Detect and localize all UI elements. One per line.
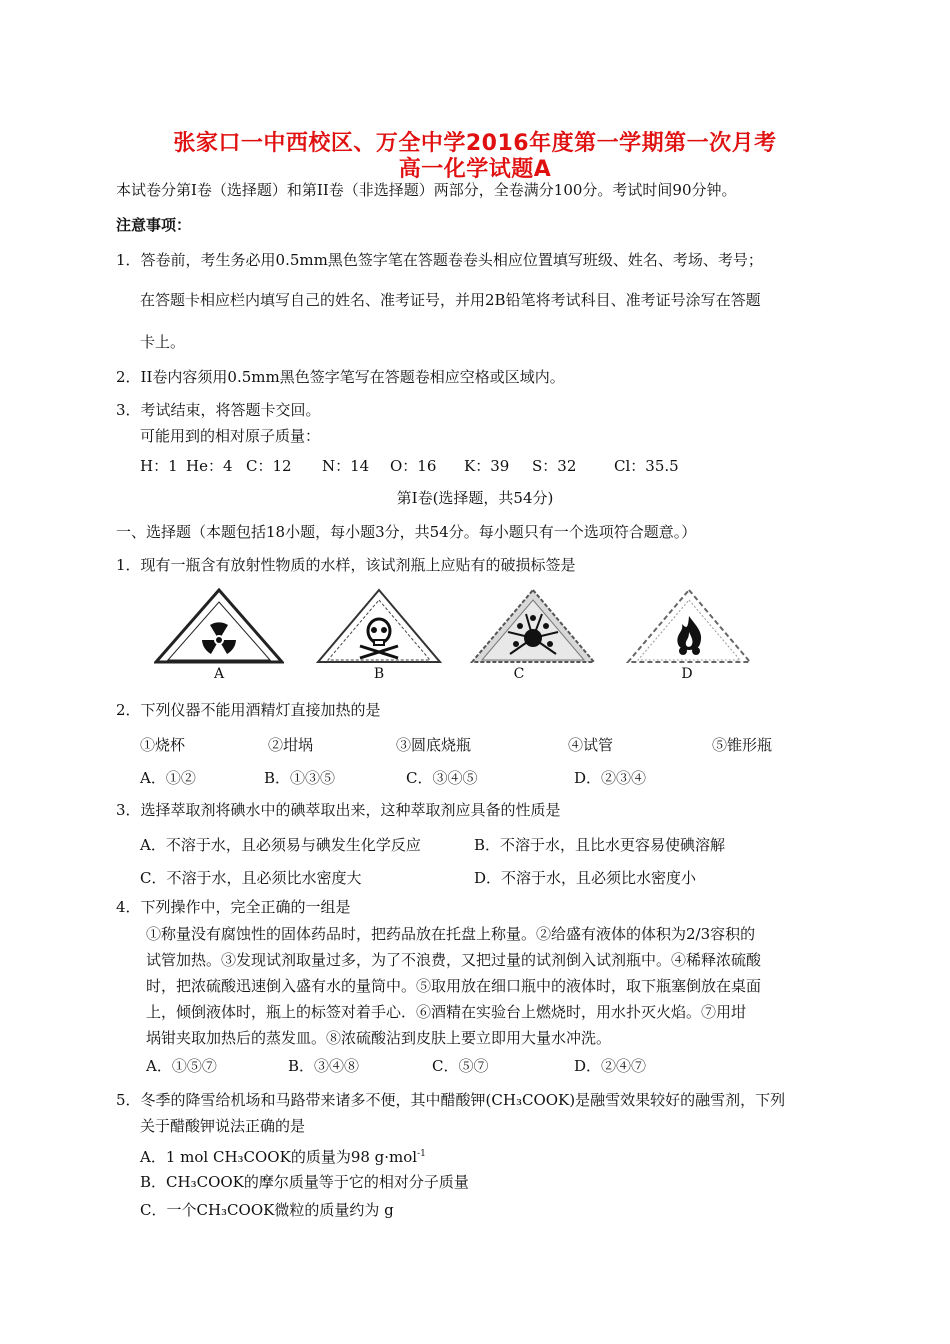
note-item: 3．考试结束，将答题卡交回。 xyxy=(116,401,321,419)
section-title: 第Ⅰ卷(选择题，共54分) xyxy=(396,489,554,507)
q2-option: C．③④⑤ xyxy=(406,769,478,787)
note-item: 在答题卡相应栏内填写自己的姓名、准考证号，并用2B铅笔将考试科目、准考证号涂写在答题 xyxy=(140,291,761,309)
note-item: 2．II卷内容须用0.5mm黑色签字笔写在答题卷相应空格或区域内。 xyxy=(116,368,565,386)
q3-option: C．不溶于水，且必须比水密度大 xyxy=(140,869,362,887)
q4-text-line: ①称量没有腐蚀性的固体药品时，把药品放在托盘上称量。②给盛有液体的体积为2/3容积的 xyxy=(146,925,756,943)
explosive-sign-icon xyxy=(468,588,598,664)
q3-option: A．不溶于水，且必须易与碘发生化学反应 xyxy=(140,836,421,854)
option-label: A xyxy=(213,666,225,682)
q2-item: ⑤锥形瓶 xyxy=(712,736,773,754)
atomic-mass: C：12 xyxy=(246,457,292,475)
q4-text-line: 试管加热。③发现试剂取量过多，为了不浪费，又把过量的试剂倒入试剂瓶中。④稀释浓硫酸 xyxy=(146,951,762,969)
question-4-stem: 4．下列操作中，完全正确的一组是 xyxy=(116,898,351,916)
radiation-sign-icon xyxy=(154,588,284,664)
notes-heading: 注意事项： xyxy=(116,216,192,234)
q2-item: ③圆底烧瓶 xyxy=(396,736,472,754)
note-item: 1．答卷前，考生务必用0.5mm黑色签字笔在答题卷卷头相应位置填写班级、姓名、考场、考号； xyxy=(116,251,763,269)
atomic-mass: Cl：35.5 xyxy=(614,457,679,475)
atomic-mass: K：39 xyxy=(464,457,510,475)
q4-option: B．③④⑧ xyxy=(288,1057,360,1075)
q5-option-a-text: A．1 mol CH₃COOK的质量为98 g·mol xyxy=(140,1148,418,1166)
atomic-mass: H：1 xyxy=(140,457,178,475)
option-label: B xyxy=(373,666,385,682)
section-instructions: 一、选择题（本题包括18小题，每小题3分，共54分。每小题只有一个选项符合题意。） xyxy=(116,523,697,541)
q3-option: B．不溶于水，且比水更容易使碘溶解 xyxy=(474,836,726,854)
question-1-stem: 1．现有一瓶含有放射性物质的水样，该试剂瓶上应贴有的破损标签是 xyxy=(116,556,576,574)
flammable-sign-icon xyxy=(624,588,754,664)
exam-subtitle: 高一化学试题A xyxy=(398,157,552,182)
q2-option: B．①③⑤ xyxy=(264,769,336,787)
q2-item: ②坩埚 xyxy=(268,736,314,754)
atomic-mass: N：14 xyxy=(322,457,370,475)
question-2-stem: 2．下列仪器不能用酒精灯直接加热的是 xyxy=(116,701,381,719)
q4-text-line: 上，倾倒液体时，瓶上的标签对着手心．⑥酒精在实验台上燃烧时，用水扑灭火焰。⑦用坩 xyxy=(146,1003,747,1021)
q2-option: D．②③④ xyxy=(574,769,647,787)
intro-text: 本试卷分第Ⅰ卷（选择题）和第II卷（非选择题）两部分，全卷满分100分。考试时间90分钟。 xyxy=(116,181,737,199)
atomic-mass: O：16 xyxy=(390,457,437,475)
q3-option: D．不溶于水，且必须比水密度小 xyxy=(474,869,697,887)
toxic-skull-sign-icon xyxy=(314,588,444,664)
q4-option: C．⑤⑦ xyxy=(432,1057,489,1075)
atomic-mass: S：32 xyxy=(532,457,577,475)
atomic-mass: He：4 xyxy=(186,457,233,475)
question-5-stem-cont: 关于醋酸钾说法正确的是 xyxy=(140,1117,306,1135)
q4-option: A．①⑤⑦ xyxy=(146,1057,217,1075)
q4-option: D．②④⑦ xyxy=(574,1057,647,1075)
question-3-stem: 3．选择萃取剂将碘水中的碘萃取出来，这种萃取剂应具备的性质是 xyxy=(116,801,561,819)
q4-text-line: 时，把浓硫酸迅速倒入盛有水的量筒中。⑤取用放在细口瓶中的液体时，取下瓶塞倒放在桌面 xyxy=(146,977,762,995)
q5-option-a xyxy=(140,1144,426,1167)
option-label: C xyxy=(513,666,525,682)
exam-title: 张家口一中西校区、万全中学2016年度第一学期第一次月考 xyxy=(173,131,777,156)
question-5-stem: 5．冬季的降雪给机场和马路带来诸多不便，其中醋酸钾(CH₃COOK)是融雪效果较好的融雪剂，下列 xyxy=(116,1091,786,1109)
q4-text-line: 埚钳夹取加热后的蒸发皿。⑧浓硫酸沾到皮肤上要立即用大量水冲洗。 xyxy=(146,1029,612,1047)
q2-option: A．①② xyxy=(140,769,196,787)
q2-item: ④试管 xyxy=(568,736,614,754)
q5-option-c: C．一个CH₃COOK微粒的质量约为 g xyxy=(140,1201,394,1219)
option-label: D xyxy=(681,666,693,682)
note-item: 卡上。 xyxy=(140,333,186,351)
q5-option-a-sup: -1 xyxy=(417,1149,426,1159)
q2-item: ①烧杯 xyxy=(140,736,186,754)
q5-option-b: B．CH₃COOK的摩尔质量等于它的相对分子质量 xyxy=(140,1173,469,1191)
atomic-mass-label: 可能用到的相对原子质量： xyxy=(140,427,321,445)
